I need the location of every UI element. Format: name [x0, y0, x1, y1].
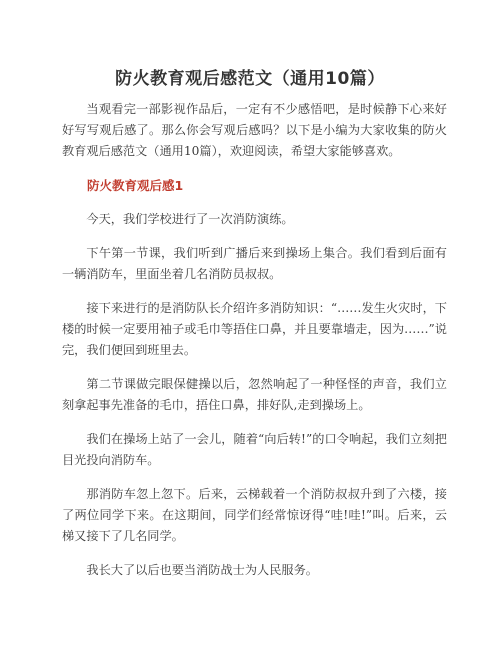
body-paragraph: 我长大了以后也要当消防战士为人民服务。: [86, 563, 318, 577]
page-title: 防火教育观后感范文（通用10篇）: [115, 69, 385, 89]
body-paragraph: 下午第一节课，我们听到广播后来到操场上集合。我们看到后面有一辆消防车，里面坐着几名消防员叔叔。: [62, 246, 447, 281]
document-body: [62, 99, 447, 594]
body-paragraph: 我们在操场上站了一会儿，随着“向后转!”的口令响起，我们立刻把目光投向消防车。: [62, 432, 447, 467]
body-paragraph: 第二节课做完眼保健操以后，忽然响起了一种怪怪的声音，我们立刻拿起事先准备的毛巾，捂住口鼻，排好队,走到操场上。: [62, 377, 447, 412]
body-paragraph: 今天，我们学校进行了一次消防演练。: [86, 212, 294, 226]
section-heading: 防火教育观后感1: [87, 178, 184, 193]
intro-paragraph: 当观看完一部影视作品后，一定有不少感悟吧，是时候静下心来好好写写观后感了。那么你会写观后感吗？以下是小编为大家收集的防火教育观后感范文（通用10篇），欢迎阅读，希望大家能够喜欢。: [62, 102, 447, 158]
body-paragraph: 接下来进行的是消防队长介绍许多消防知识：“……发生火灾时，下楼的时候一定要用袖子或毛巾等捂住口鼻，并且要靠墙走，因为……”说完，我们便回到班里去。: [62, 301, 447, 357]
body-paragraph: 那消防车忽上忽下。后来，云梯载着一个消防叔叔升到了六楼，接了两位同学下来。在这期间，同学们经常惊讶得“哇!哇!”叫。后来，云梯又接下了几名同学。: [62, 487, 447, 543]
